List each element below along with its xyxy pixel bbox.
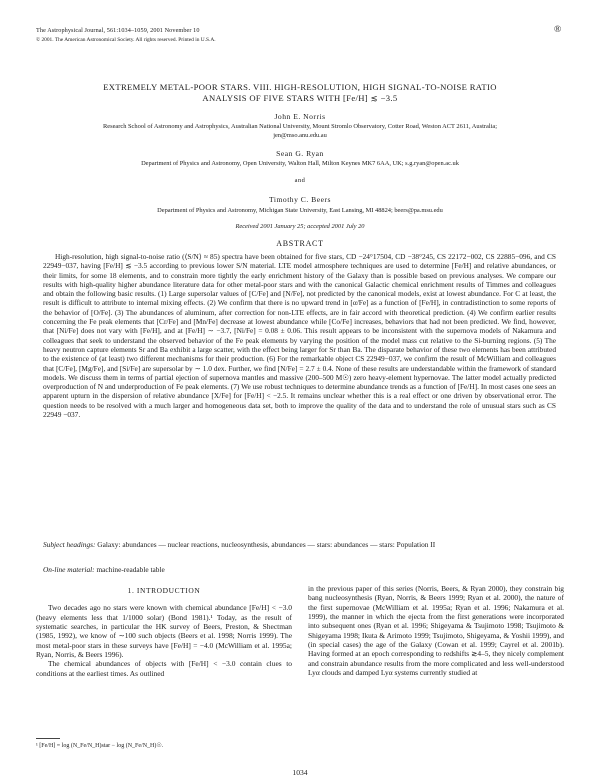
abstract-body: High-resolution, high signal-to-noise ratio (⟨S/N⟩ ≈ 85) spectra have been obtained for five stars, CD −24°17504, CD −38°245, CS 22172−002, CS 22885−096, and CS 22949−037, having [Fe/H] ≲ −3.5 according to previous lower S/N material. LTE model atmosphere techniques are used to determine [Fe/H] and relative abundances, or their limits, for some 18 elements, and to constrain more tightly the early enrichment history of the Galaxy than is possible based on previous analyses. We compare our results with high-quality higher abundance literature data for other metal-poor stars and with the canonical Galactic chemical enrichment results of Timmes and colleagues and obtain the following basic results. (1) Large supersolar values of [C/Fe] and [N/Fe], not predicted by the canonical models, exist at lowest abundance. For C at least, the result is difficult to attribute to internal mixing effects. (2) We confirm that there is no upward trend in [α/Fe] as a function of [Fe/H], in contradistinction to some reports of the behavior of [O/Fe]. (3) The abundances of aluminum, after correction for non-LTE effects, are in fair accord with theoretical prediction. (4) We confirm earlier results concerning the Fe peak elements that [Cr/Fe] and [Mn/Fe] decrease at lowest abundance while [Co/Fe] increases, behaviors that had not been predicted. We find, however, that [Ni/Fe] does not vary with [Fe/H], and at [Fe/H] ∼ −3.7, [Ni/Fe] = 0.08 ± 0.06. This result appears to be inconsistent with the supernova models of Nakamura and colleagues that seek to understand the observed behavior of the Fe peak elements by varying the position of the model mass cut relative to the Si-burning regions. (5) The heavy neutron capture elements Sr and Ba exhibit a large scatter, with the effect being larger for Sr than Ba. The disparate behavior of these two elements has been attributed to the existence of (at least) two different mechanisms for their production. (6) For the remarkable object CS 22949−037, we confirm the result of McWilliam and colleagues that [C/Fe], [Mg/Fe], and [Si/Fe] are supersolar by ∼ 1.0 dex. Further, we find [N/Fe] = 2.7 ± 0.4. None of these results are understandable within the framework of standard models. We discuss them in terms of partial ejection of supernova mantles and massive (200–500 M☉) zero heavy-element hypernovae. The latter model actually predicted overproduction of N and underproduction of Fe peak elements. (7) We use robust techniques to determine abundance trends as a function of [Fe/H]. In most cases one sees an apparent upturn in the dispersion of relative abundance [X/Fe] for [Fe/H] < −2.5. It remains unclear whether this is a real effect or one driven by observational error. The question needs to be resolved with a much larger and homogeneous data set, both to improve the quality of the data and to understand the role of unusual stars such as CS 22949 −037. bbox=[43, 252, 556, 420]
received-dates: Received 2001 January 25; accepted 2001 July 20 bbox=[235, 223, 365, 230]
section-heading: 1. INTRODUCTION bbox=[127, 586, 201, 595]
abstract-heading: ABSTRACT bbox=[276, 239, 324, 248]
author-affiliation bbox=[40, 123, 560, 140]
journal-header: The Astrophysical Journal, 561:1034–1059, 2001 November 10 bbox=[36, 27, 200, 34]
subject-headings-text: Galaxy: abundances — nuclear reactions, nucleosynthesis, abundances — stars: abundances — stars: Population II bbox=[97, 540, 436, 549]
intro-continued: in the previous paper of this series (Norris, Beers, & Ryan 2000), they constrain big bang nucleosynthesis (Ryan, Norris, & Beers 1999; Ryan et al. 2000), the nature of the first supernovae (McWilliam et al. 1995a; Ryan et al. 1996; Nakamura et al. 1999), the manner in which the ejecta from the first generations were incorporated into subsequent ones (Ryan et al. 1996; Shigeyama & Tsujimoto 1998; Tsujimoto & Shigeyama 1998; Ikuta & Arimoto 1999; Tsujimoto, Shigeyama, & Yoshii 1999), and (in special cases) the age of the Galaxy (Cowan et al. 1999; Cayrel et al. 2001b). Having formed at an epoch corresponding to redshifts ≳4–5, they nicely complement and constrain abundance results from the more complicated and less well-understood Lyα clouds and damped Lyα systems currently studied at bbox=[308, 584, 564, 677]
left-column bbox=[36, 586, 292, 678]
footnote-rule bbox=[36, 738, 60, 739]
affiliation-line: Research School of Astronomy and Astrophysics, Australian National University, Mount Stromlo Observatory, Cotter Road, Weston ACT 2611, Australia; bbox=[102, 123, 497, 130]
footnote: ¹ [Fe/H] = log (N_Fe/N_H)star − log (N_Fe/N_H)☉. bbox=[36, 743, 164, 749]
copyright-line: © 2001. The American Astronomical Society. All rights reserved. Printed in U.S.A. bbox=[36, 37, 216, 43]
online-material bbox=[43, 565, 165, 574]
intro-paragraph: Two decades ago no stars were known with chemical abundance [Fe/H] < −3.0 (heavy elements less that 1/1000 solar) (Bond 1981).¹ Today, as the result of systematic searches, in particular the HK survey of Beers, Preston, & Shectman (1985, 1992), we know of ∼100 such objects (Beers et al. 1998; Norris 1999). The most metal-poor stars in these surveys have [Fe/H] = −4.0 (McWilliam et al. 1995a; Ryan, Norris, & Beers 1996). bbox=[36, 603, 292, 659]
subject-headings bbox=[43, 540, 487, 549]
right-column bbox=[308, 584, 564, 677]
and-separator: and bbox=[294, 177, 306, 184]
title-line-2: ANALYSIS OF FIVE STARS WITH [Fe/H] ≲ −3.5 bbox=[202, 93, 398, 103]
page-number: 1034 bbox=[292, 768, 308, 777]
affiliation-email: jen@mso.anu.edu.au bbox=[273, 131, 327, 139]
intro-paragraph: The chemical abundances of objects with [Fe/H] < −3.0 contain clues to conditions at the earliest times. As outlined bbox=[36, 659, 292, 678]
subject-headings-label: Subject headings: bbox=[43, 540, 96, 549]
author-name: John E. Norris bbox=[274, 112, 326, 121]
author-name: Timothy C. Beers bbox=[269, 195, 331, 204]
paper-title bbox=[40, 82, 560, 104]
author-affiliation: Department of Physics and Astronomy, Open University, Walton Hall, Milton Keynes MK7 6AA, UK; s.g.ryan@open.ac.uk bbox=[141, 160, 459, 167]
title-line-1: EXTREMELY METAL-POOR STARS. VIII. HIGH-RESOLUTION, HIGH SIGNAL-TO-NOISE RATIO bbox=[103, 82, 497, 92]
author-affiliation: Department of Physics and Astronomy, Michigan State University, East Lansing, MI 48824; beers@pa.msu.edu bbox=[157, 207, 443, 214]
registered-mark-icon: ® bbox=[554, 25, 562, 35]
online-material-label: On-line material: bbox=[43, 565, 95, 574]
online-material-text: machine-readable table bbox=[96, 565, 165, 574]
author-name: Sean G. Ryan bbox=[276, 149, 324, 158]
